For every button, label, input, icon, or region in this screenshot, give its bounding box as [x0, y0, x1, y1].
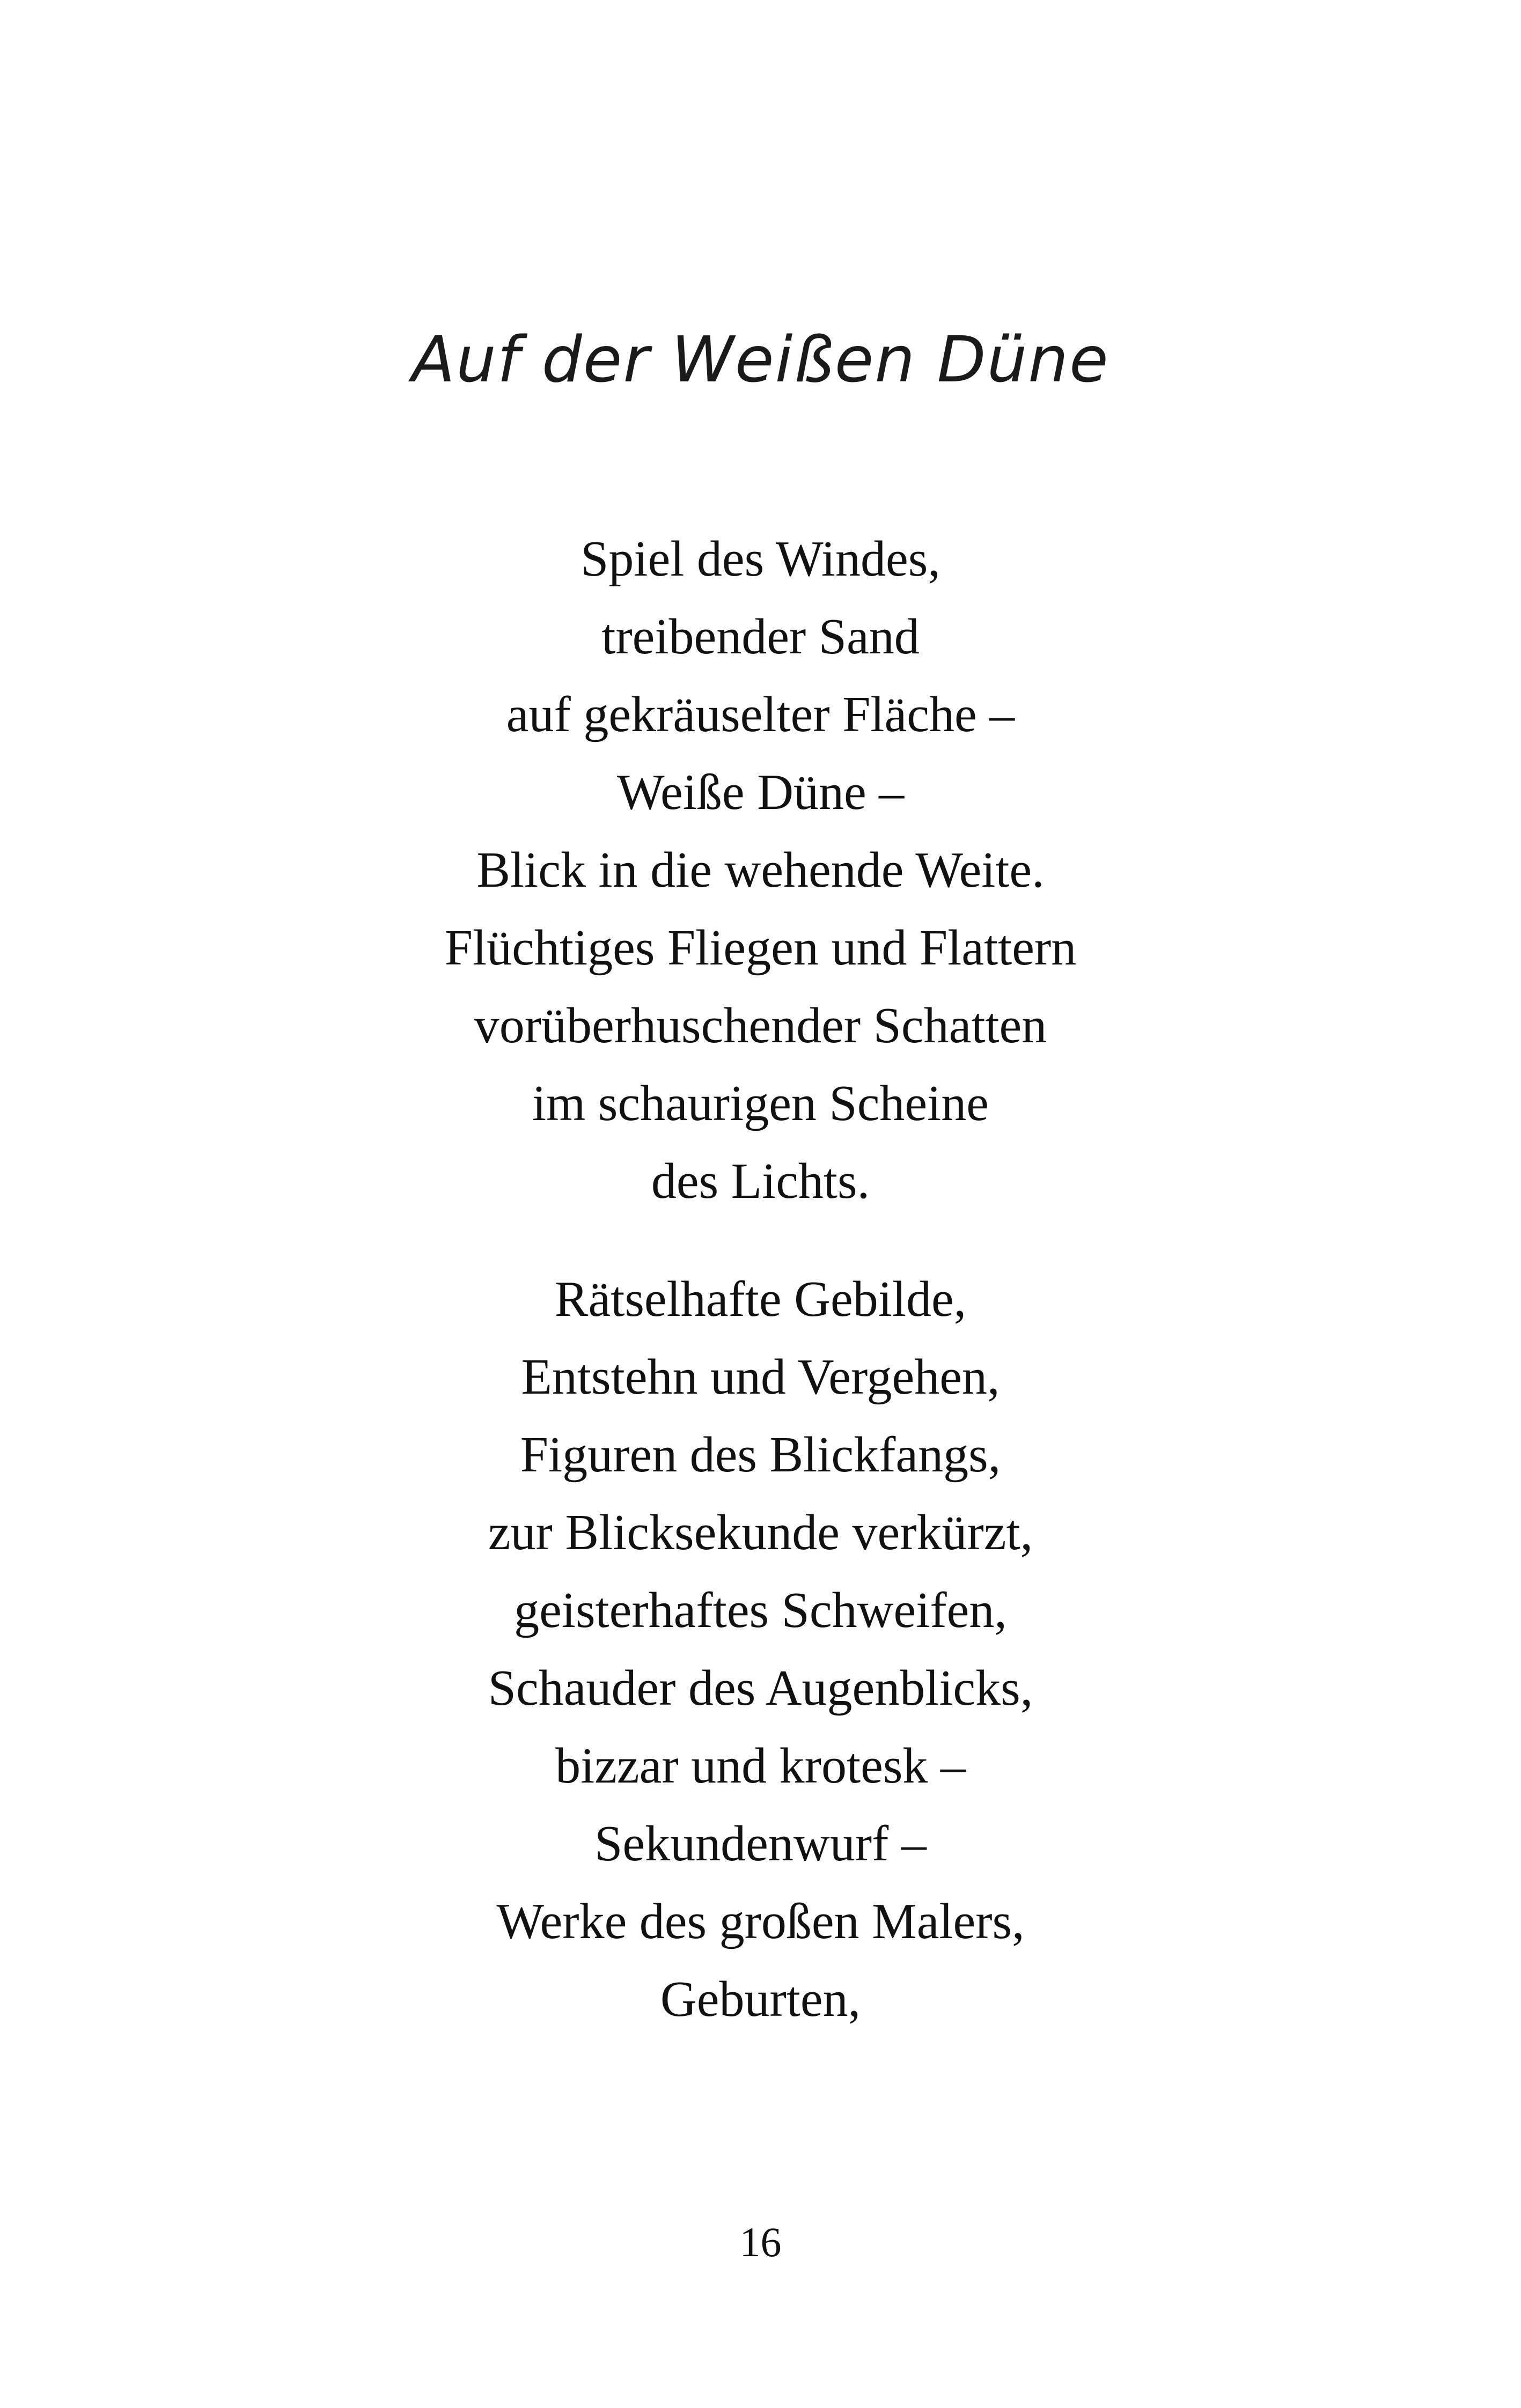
- poem-line: Schauder des Augenblicks,: [488, 1660, 1033, 1716]
- poem-line: Werke des großen Malers,: [496, 1894, 1025, 1949]
- poem-line: treibender Sand: [601, 609, 920, 665]
- poem-line: Blick in die wehende Weite.: [476, 842, 1045, 898]
- poem-line: Sekundenwurf –: [594, 1816, 927, 1872]
- poem-line: im schaurigen Scheine: [532, 1076, 989, 1131]
- poem-line: Figuren des Blickfangs,: [520, 1427, 1001, 1483]
- poem-line: Entstehn und Vergehen,: [521, 1349, 1000, 1405]
- poem-line: geisterhaftes Schweifen,: [514, 1582, 1007, 1638]
- poem-line: Spiel des Windes,: [581, 531, 940, 587]
- poem-line: vorüberhuschender Schatten: [474, 998, 1047, 1054]
- poem-line: Weiße Düne –: [616, 764, 905, 820]
- poem-line: Geburten,: [660, 1971, 861, 2027]
- stanza-1: [0, 520, 1521, 1220]
- stanza-2: [0, 1261, 1521, 2038]
- poem-line: Rätselhafte Gebilde,: [554, 1271, 967, 1327]
- poem-line: auf gekräuselter Fläche –: [506, 687, 1015, 742]
- poem-title: Auf der Weißen Düne: [412, 322, 1109, 396]
- poem-line: bizzar und krotesk –: [555, 1738, 966, 1794]
- poem-line: Flüchtiges Fliegen und Flattern: [444, 920, 1077, 976]
- poem-line: des Lichts.: [651, 1153, 870, 1209]
- page-number: 16: [739, 2219, 782, 2265]
- poem-line: zur Blicksekunde verkürzt,: [488, 1505, 1033, 1560]
